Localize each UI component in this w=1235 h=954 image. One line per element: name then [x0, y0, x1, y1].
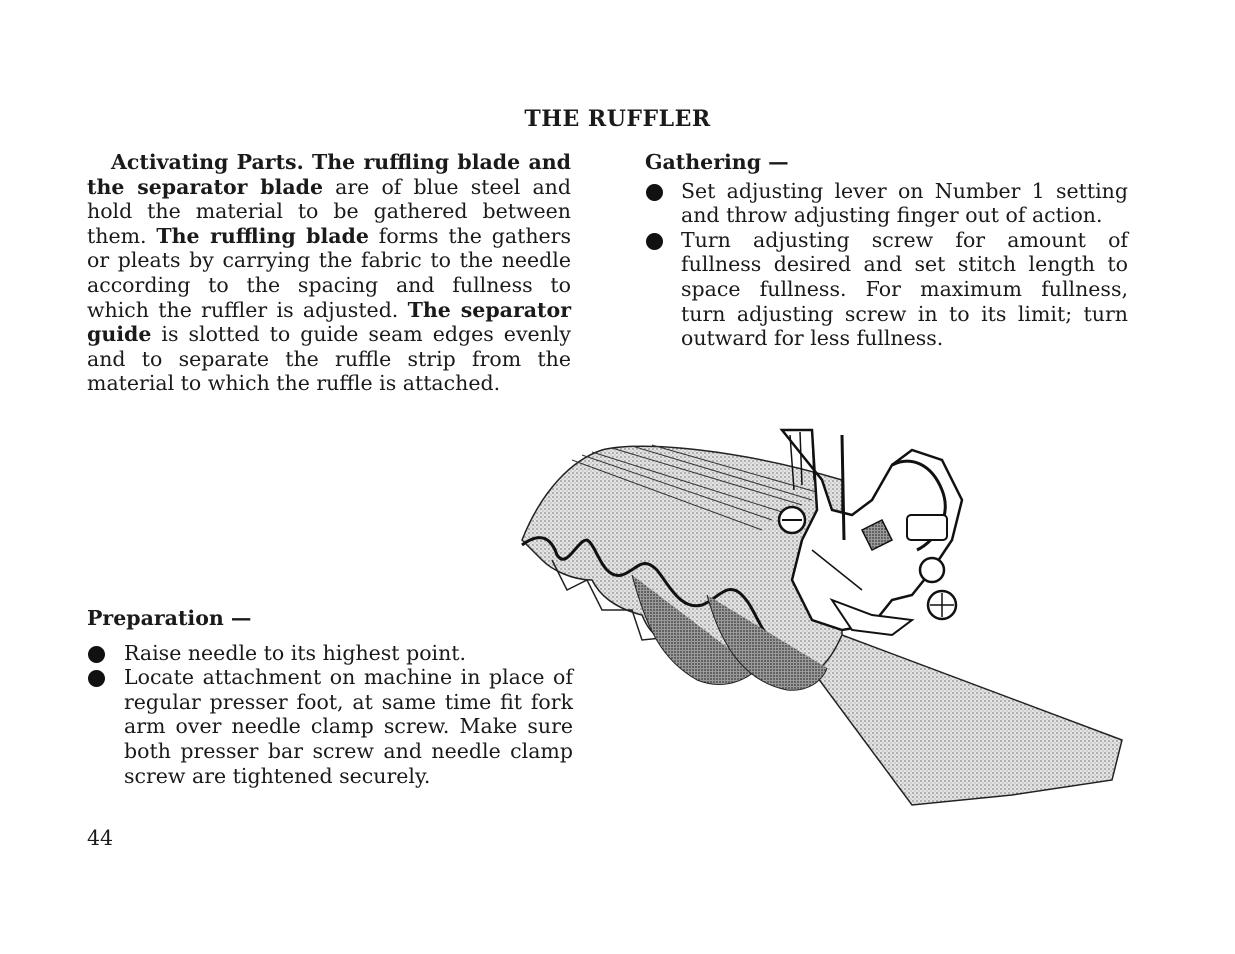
preparation-item: Raise needle to its highest point.: [87, 641, 573, 666]
activating-parts-section: [87, 150, 571, 396]
preparation-item: Locate attachment on machine in place of regular presser foot, at same time fit fork arm over needle clamp screw. Make sure both presser bar screw and needle clamp screw are tightened securely.: [87, 665, 573, 788]
gathering-item: Set adjusting lever on Number 1 setting and throw adjusting finger out of action.: [645, 179, 1128, 228]
activating-text-3: is slotted to guide seam edges evenly and to separate the ruffle strip from the material to which the ruffle is attached.: [87, 322, 571, 396]
gathering-list: [645, 179, 1128, 351]
ruffler-attachment-illustration-icon: [512, 420, 1130, 810]
preparation-list: [87, 641, 573, 789]
activating-parts-paragraph: [87, 150, 571, 396]
activating-text-2: forms the gathers or pleats by carrying the fabric to the needle according to the spacing and fullness to which the ruffler is adjusted.: [87, 223, 572, 322]
page-number: 44: [87, 826, 114, 850]
gathering-heading: Gathering —: [645, 150, 789, 174]
separator-guide-term: The separator guide: [87, 297, 571, 347]
activating-lead: Activating Parts. The ruffling blade and the separator blade: [87, 150, 571, 199]
gathering-section: [645, 150, 1128, 351]
preparation-section: [87, 606, 573, 788]
preparation-heading: Preparation —: [87, 606, 252, 630]
page-title: THE RUFFLER: [524, 106, 711, 132]
activating-text-1: are of blue steel and hold the material to be gathered between them.: [87, 174, 571, 248]
ruffling-blade-term: The ruffling blade: [156, 223, 369, 248]
gathering-item: Turn adjusting screw for amount of fullness desired and set stitch length to space fullness. For maximum fullness, turn adjusting screw in to its limit; turn outward for less fullness.: [645, 228, 1128, 351]
